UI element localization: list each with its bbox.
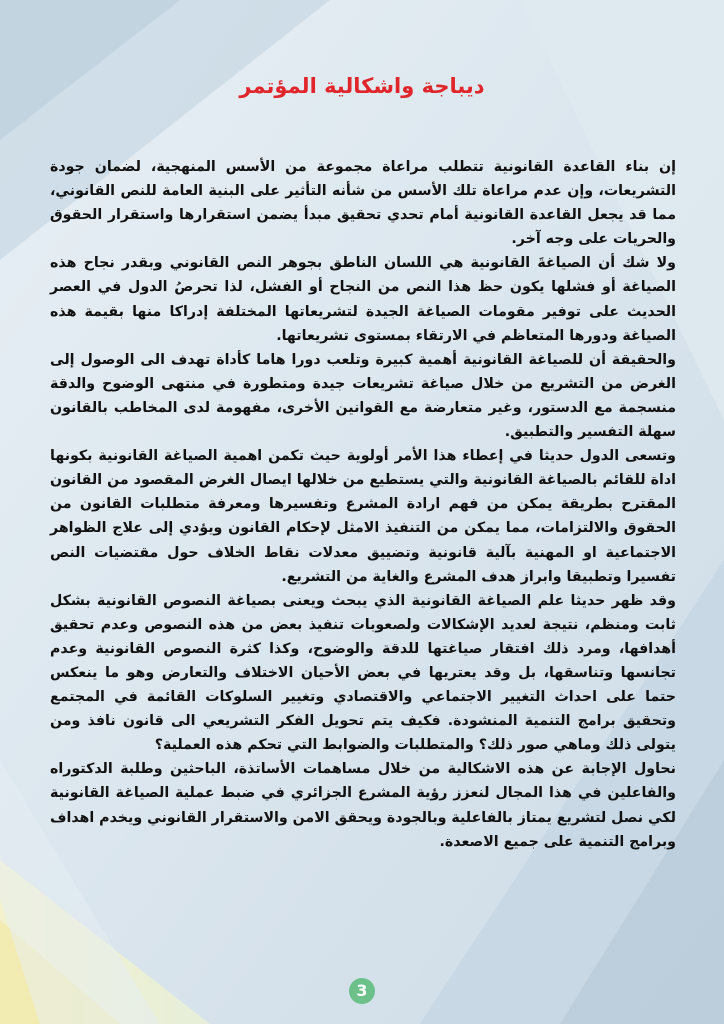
paragraph: نحاول الإجابة عن هذه الاشكالية من خلال مساهمات الأساتذة، الباحثين وطلبة الدكتوراه والفاعلين في هذا المجال لنعزز رؤية المشرع الجزائري في ضبط عملية الصياغة القانونية لكي نصل لتشريع يمتاز بالفاعلية وبالجودة ويحقق الامن والاستقرار القانوني ويخدم اهداف وبرامج التنمية على جميع الاصعدة. <box>50 761 676 850</box>
page-number-badge: 3 <box>349 978 375 1004</box>
page-title: ديباجة واشكالية المؤتمر <box>239 74 485 98</box>
paragraph: وقد ظهر حديثا علم الصياغة القانونية الذي يبحث ويعنى بصياغة النصوص القانونية بشكل ثابت ومنظم، نتيجة لعديد الإشكالات ولصعوبات تنفيذ بعض من هذه النصوص وعدم تحقيق أهدافها، ومرد ذلك افتقار صياغتها للدقة والوضوح، وكذا كثرة النصوص القانونية وعدم تجانسها وتناسقها، بل وقد يعتريها في بعض الأحيان الاختلاف والتعارض وهو ما ينعكس حتما على احداث التغيير الاجتماعي والاقتصادي وتغيير السلوكات القائمة في المجتمع وتحقيق برامج التنمية المنشودة. فكيف يتم تحويل الفكر التشريعي الى قانون نافذ ومن يتولى ذلك وماهي صور ذلك؟ والمتطلبات والضوابط التي تحكم هذه العملية؟ <box>50 592 676 754</box>
paragraph: والحقيقة أن للصياغة القانونية أهمية كبيرة وتلعب دورا هاما كأداة تهدف الى الوصول إلى الغرض من التشريع من خلال صياغة تشريعات جيدة ومتطورة في منتهى الوضوح والدقة منسجمة مع الدستور، وغير متعارضة مع القوانين الأخرى، مفهومة لدى المخاطب بالقانون سهلة التفسير والتطبيق. <box>50 351 676 441</box>
paragraph: إن بناء القاعدة القانونية تتطلب مراعاة مجموعة من الأسس المنهجية، لضمان جودة التشريعات، وإن عدم مراعاة تلك الأسس من شأنه التأثير على البنية العامة للنص القانوني، مما قد يجعل القاعدة القانونية أمام تحدي تحقيق مبدأ يضمن استقرارها واستقرار الحقوق والحريات على وجه آخر. <box>50 159 676 248</box>
paragraph: ولا شك أن الصياغةَ القانونية هي اللسان الناطق بجوهر النص القانوني وبقدر نجاح هذه الصياغة أو فشلها يكون حظ هذا النص من النجاح أو الفشل، لذا تحرصُ الدول في العصر الحديث على توفير مقومات الصياغة الجيدة لتشريعاتها المختلفة إدراكا منها بقيمة هذه الصياغة ودورها المتعاظم في الارتقاء بمستوى تشريعاتها. <box>50 255 676 344</box>
paragraph: وتسعى الدول حديثا في إعطاء هذا الأمر أولوية حيث تكمن اهمية الصياغة القانونية بكونها اداة للقائم بالصياغة القانونية والتي يستطيع من خلالها ايصال الغرض المقصود من القانون المقترح بطريقة يمكن من فهم ارادة المشرع وتفسيرها ومعرفة متطلبات القانون من الحقوق والالتزامات، مما يمكن من التنفيذ الامثل لإحكام القانون ويؤدي إلى علاج الظواهر الاجتماعية او المهنية بآلية قانونية وتضييق معدلات نقاط الخلاف حول مقتضيات النص تفسيرا وتطبيقا وابراز هدف المشرع والغاية من التشريع. <box>50 448 676 585</box>
body-text <box>50 155 676 854</box>
